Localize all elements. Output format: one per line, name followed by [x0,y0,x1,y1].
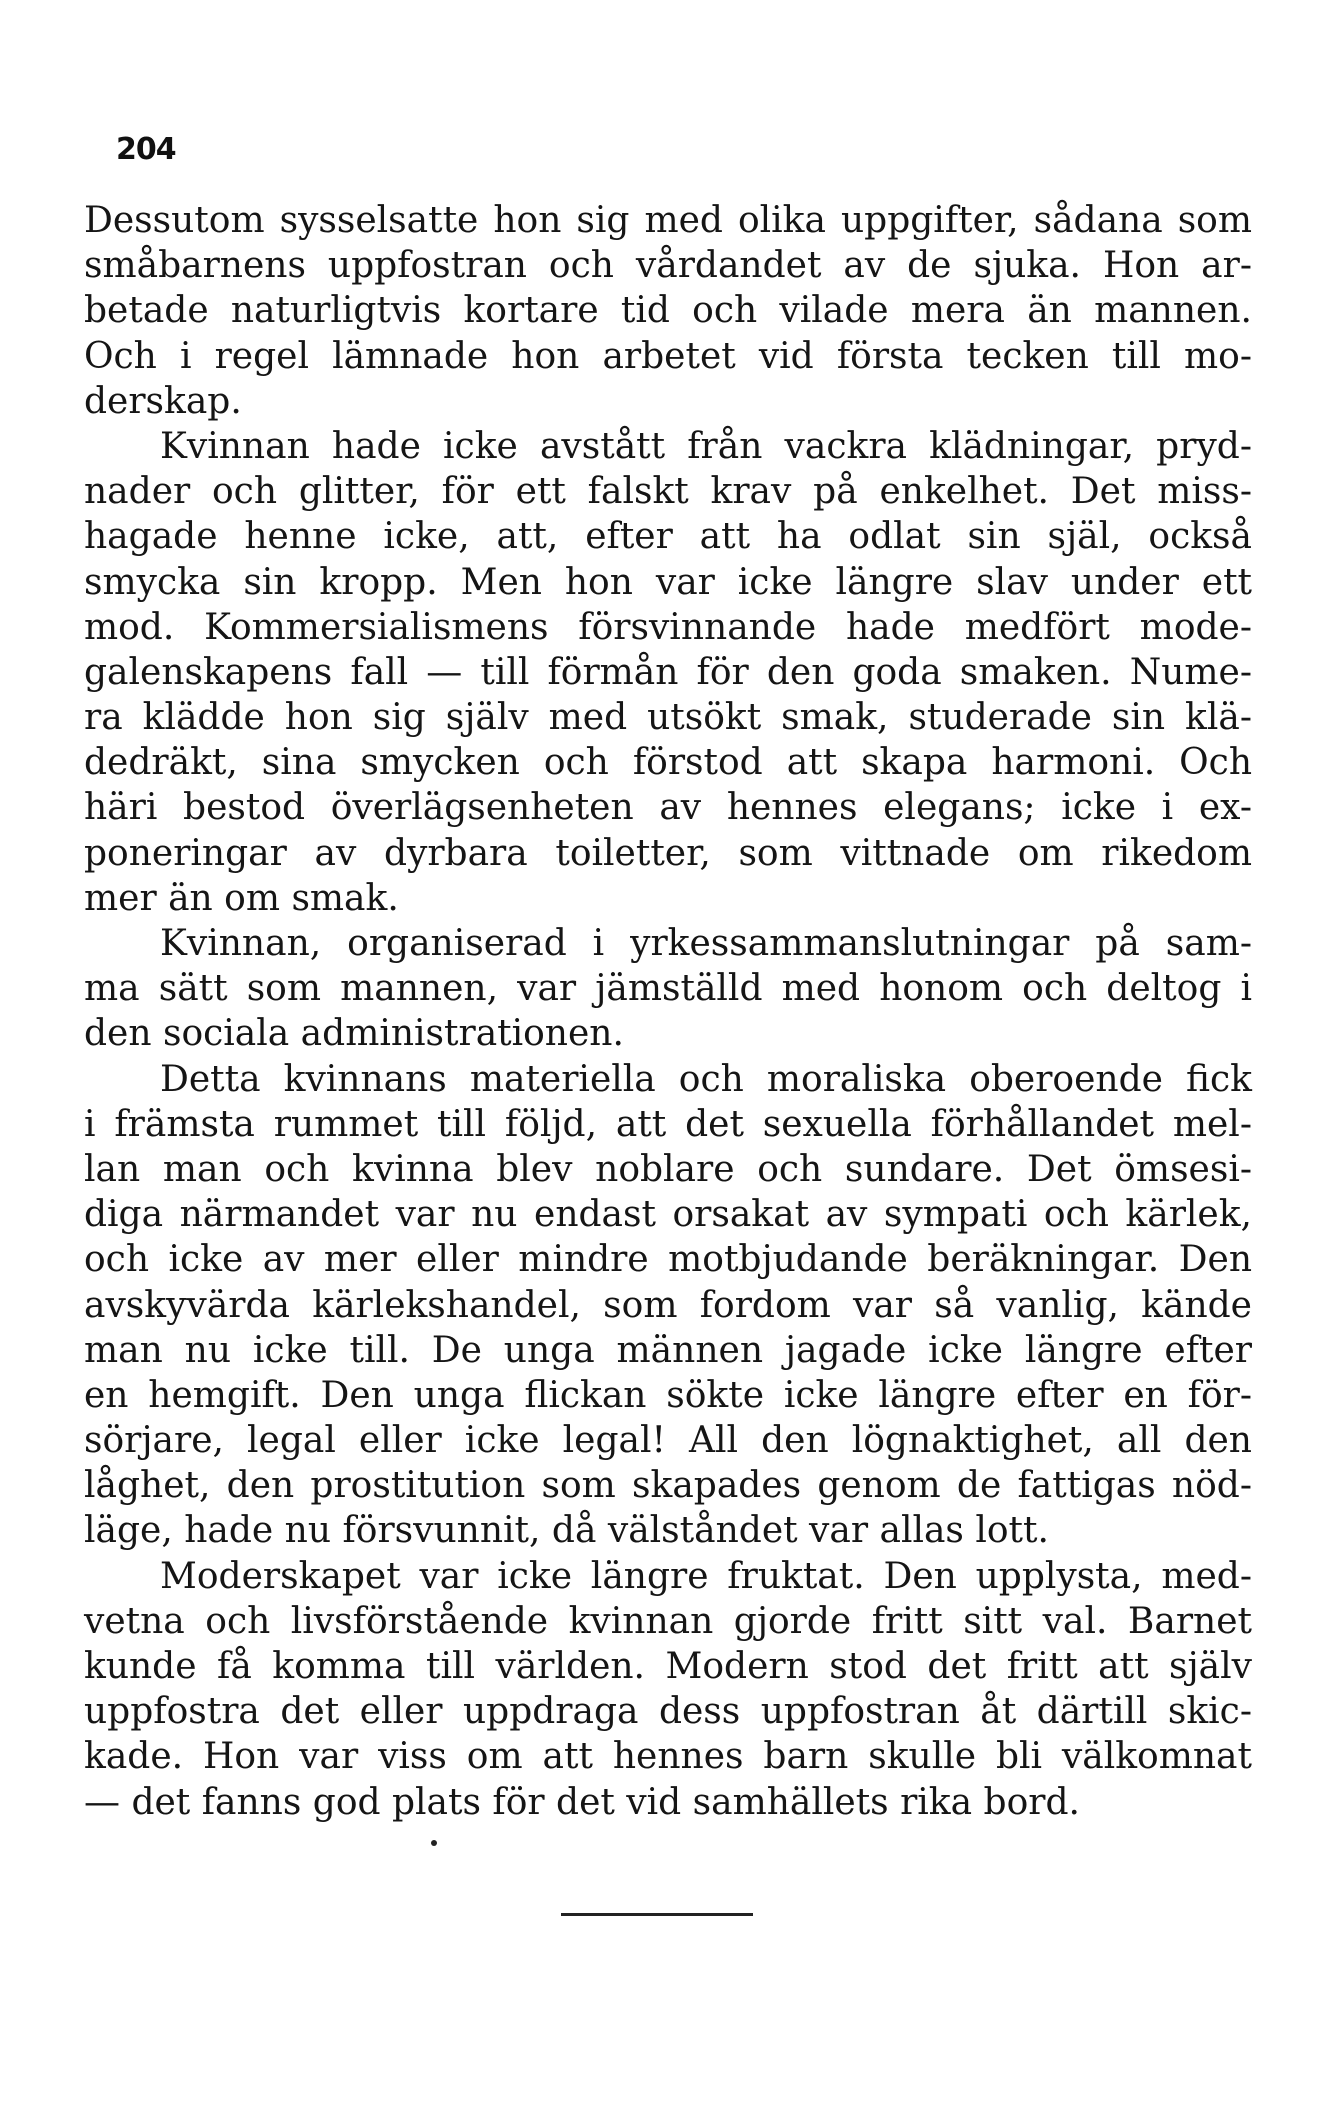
text-line: Kvinnan hade icke avstått från vackra klädningar, pryd- [160,425,1252,467]
text-line: — det fanns god plats för det vid samhällets rika bord. [84,1781,1080,1823]
text-line: kunde få komma till världen. Modern stod det fritt att själv [84,1646,1252,1687]
text-line: Dessutom sysselsatte hon sig med olika uppgifter, sådana som [84,200,1252,241]
text-line: Och i regel lämnade hon arbetet vid första tecken till mo- [84,335,1252,377]
paragraph [84,198,1252,424]
text-line: Detta kvinnans materiella och moraliska oberoende fick [160,1058,1252,1100]
text-line: vetna och livsförstående kvinnan gjorde fritt sitt val. Barnet [84,1600,1252,1642]
text-line: Moderskapet var icke längre fruktat. Den upplysta, med- [160,1555,1252,1597]
page-number: 204 [116,132,176,167]
text-line: mer än om smak. [84,877,399,919]
text-line: diga närmandet var nu endast orsakat av sympati och kärlek, [84,1194,1252,1236]
text-line: Kvinnan, organiserad i yrkessammanslutningar på sam- [160,923,1252,964]
text-line: småbarnens uppfostran och vårdandet av de sjuka. Hon ar- [84,245,1252,287]
text-line: kade. Hon var viss om att hennes barn skulle bli välkomnat [84,1736,1252,1778]
text-line: uppfostra det eller uppdraga dess uppfostran åt därtill skic- [84,1691,1252,1733]
text-line: mod. Kommersialismens försvinnande hade medfört mode- [84,606,1252,648]
text-line: låghet, den prostitution som skapades genom de fattigas nöd- [84,1465,1252,1507]
text-line: man nu icke till. De unga männen jagade icke längre efter [84,1329,1252,1371]
paragraph [84,921,1252,1057]
text-line: läge, hade nu försvunnit, då välståndet var allas lott. [84,1510,1049,1552]
text-line: galenskapens fall — till förmån för den goda smaken. Nume- [84,651,1252,693]
text-line: lan man och kvinna blev noblare och sundare. Det ömsesi- [84,1148,1252,1190]
text-line: och icke av mer eller mindre motbjudande beräkningar. Den [84,1239,1252,1281]
text-line: häri bestod överlägsenheten av hennes elegans; icke i ex- [84,787,1252,829]
text-line: i främsta rummet till följd, att det sexuella förhållandet mel- [84,1103,1252,1145]
print-speck [431,1840,437,1846]
paragraph [84,424,1252,921]
text-line: ra klädde hon sig själv med utsökt smak, studerade sin klä- [84,697,1252,739]
body-text [84,198,1252,1825]
text-line: den sociala administrationen. [84,1013,624,1055]
text-line: nader och glitter, för ett falskt krav på enkelhet. Det miss- [84,471,1252,513]
text-line: en hemgift. Den unga flickan sökte icke längre efter en för- [84,1374,1252,1416]
text-line: sörjare, legal eller icke legal! All den lögnaktighet, all den [84,1420,1252,1462]
text-line: derskap. [84,380,242,422]
text-line: smycka sin kropp. Men hon var icke längre slav under ett [84,561,1252,603]
paragraph [84,1554,1252,1825]
text-line: betade naturligtvis kortare tid och vilade mera än mannen. [84,290,1252,332]
text-line: dedräkt, sina smycken och förstod att skapa harmoni. Och [84,742,1252,784]
section-end-rule [561,1913,753,1916]
text-line: hagade henne icke, att, efter att ha odlat sin själ, också [84,516,1252,558]
text-line: avskyvärda kärlekshandel, som fordom var så vanlig, kände [84,1284,1252,1326]
paragraph [84,1057,1252,1554]
text-line: poneringar av dyrbara toiletter, som vittnade om rikedom [84,832,1252,874]
text-line: ma sätt som mannen, var jämställd med honom och deltog i [84,968,1252,1010]
